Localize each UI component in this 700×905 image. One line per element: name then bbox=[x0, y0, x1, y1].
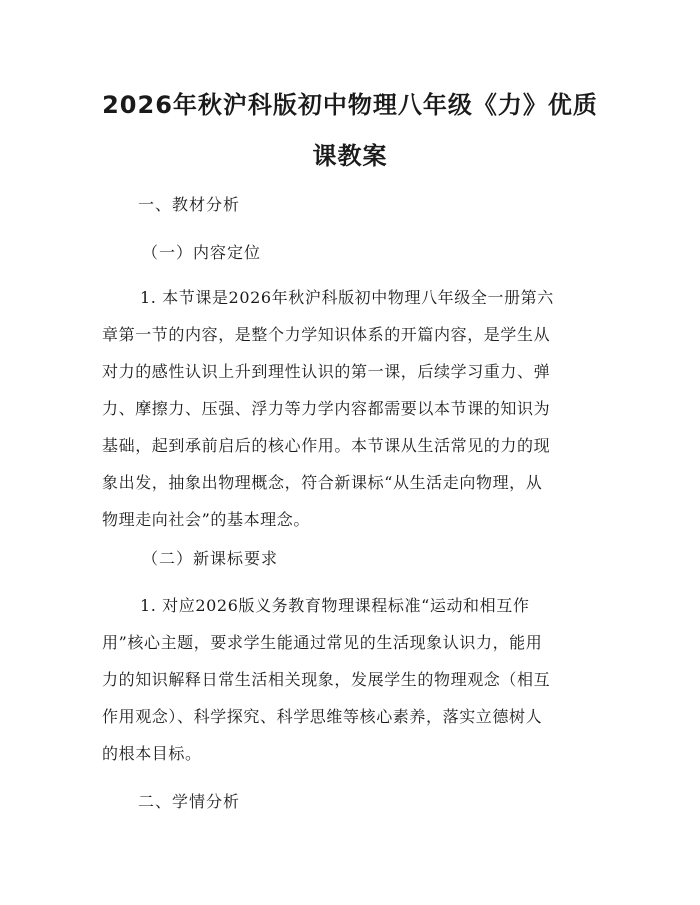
document-title-line-2: 课教案 bbox=[312, 142, 388, 170]
paragraph-line: 作用观念）、科学探究、科学思维等核心素养，落实立德树人 bbox=[102, 707, 543, 726]
subsection-heading-curriculum-requirements: （二）新课标要求 bbox=[142, 549, 279, 568]
paragraph-line: 章第一节的内容，是整个力学知识体系的开篇内容，是学生从 bbox=[102, 325, 551, 344]
subsection-heading-content-positioning: （一）内容定位 bbox=[142, 243, 262, 262]
document-title-line-1: 2026年秋沪科版初中物理八年级《力》优质 bbox=[102, 91, 598, 119]
paragraph-line: 物理走向社会”的基本理念。 bbox=[102, 510, 310, 529]
paragraph-line: 对力的感性认识上升到理性认识的第一课，后续学习重力、弹 bbox=[102, 362, 551, 381]
paragraph-curriculum-requirements bbox=[102, 587, 602, 772]
paragraph-content-positioning bbox=[102, 279, 602, 538]
section-heading-learner-analysis: 二、学情分析 bbox=[138, 792, 241, 811]
paragraph-line: 的根本目标。 bbox=[102, 744, 202, 763]
paragraph-line: 1. 对应2026版义务教育物理课程标准“运动和相互作 bbox=[140, 596, 530, 615]
paragraph-line: 1. 本节课是2026年秋沪科版初中物理八年级全一册第六 bbox=[140, 288, 554, 307]
paragraph-line: 基础，起到承前启后的核心作用。本节课从生活常见的力的现 bbox=[102, 436, 551, 455]
section-heading-textbook-analysis: 一、教材分析 bbox=[138, 195, 241, 214]
paragraph-line: 力、摩擦力、压强、浮力等力学内容都需要以本节课的知识为 bbox=[102, 399, 551, 418]
paragraph-line: 用”核心主题，要求学生能通过常见的生活现象认识力，能用 bbox=[102, 633, 543, 652]
paragraph-line: 力的知识解释日常生活相关现象，发展学生的物理观念（相互 bbox=[102, 670, 551, 689]
paragraph-line: 象出发，抽象出物理概念，符合新课标“从生活走向物理，从 bbox=[102, 473, 543, 492]
